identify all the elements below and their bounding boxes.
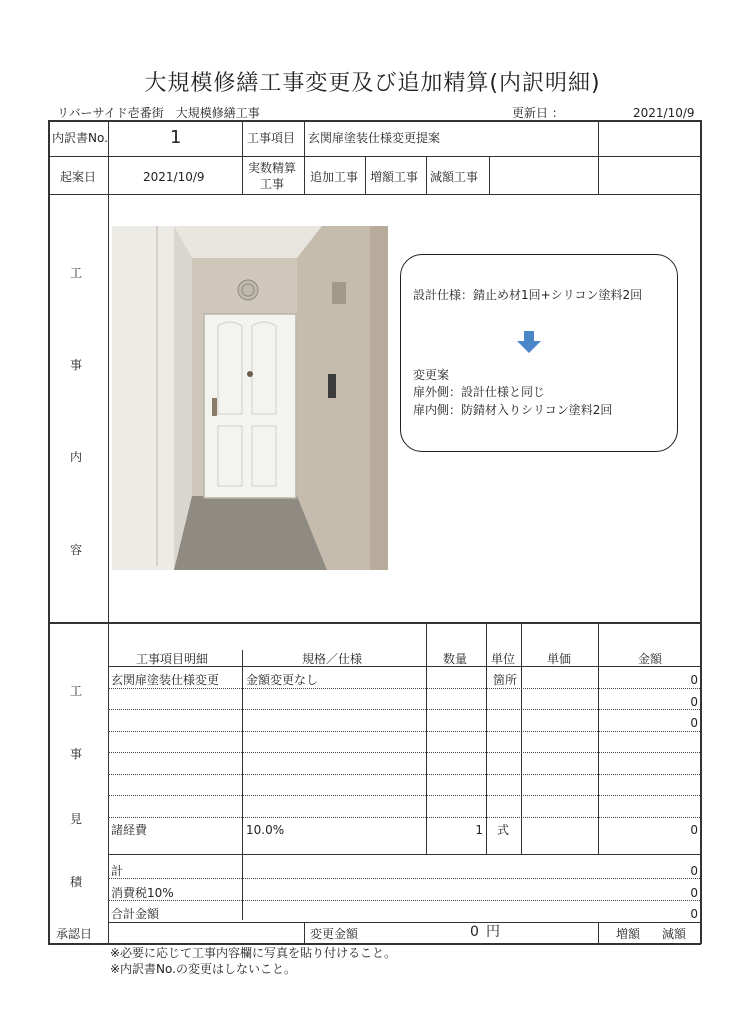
work-item-label: 工事項目 [247, 131, 296, 145]
content-char-1: 工 [70, 266, 83, 280]
additional-work-label: 追加工事 [310, 170, 359, 184]
overhead-item: 諸経費 [111, 823, 148, 837]
updated-date: 2021/10/9 [633, 106, 695, 120]
actual-work-label-1: 実数精算 [248, 161, 297, 175]
approval-date-label: 承認日 [56, 927, 93, 941]
change-proposal-title: 変更案 [413, 368, 450, 382]
proposal-callout-box [400, 254, 678, 452]
note-2: ※内訳書No.の変更はしないこと。 [110, 962, 296, 976]
row1-amount: 0 [690, 673, 698, 687]
overhead-spec: 10.0% [246, 823, 285, 837]
estimate-char-1: 工 [70, 684, 83, 698]
change-amount-value: 0 [470, 924, 479, 940]
tax-label: 消費税10% [111, 886, 174, 900]
content-char-2: 事 [70, 358, 83, 372]
doc-no: 1 [170, 127, 182, 148]
actual-work-label-2: 工事 [260, 177, 285, 191]
project-name: リバーサイド壱番街 大規模修繕工事 [57, 106, 260, 120]
decrease-work-label: 減額工事 [430, 170, 479, 184]
increase-label: 増額 [616, 927, 641, 941]
row1-unit: 箇所 [493, 673, 518, 687]
down-arrow-icon [517, 331, 541, 353]
col-header-qty: 数量 [443, 652, 468, 666]
draft-date-label: 起案日 [60, 170, 97, 184]
change-amount-label: 変更金額 [310, 927, 359, 941]
row2-amount: 0 [690, 695, 698, 709]
estimate-char-4: 積 [70, 875, 83, 889]
tax-amount: 0 [690, 886, 698, 900]
decrease-label: 減額 [662, 927, 687, 941]
document-title: 大規模修繕工事変更及び追加精算(内訳明細) [144, 71, 601, 96]
total-amount: 0 [690, 907, 698, 921]
col-header-amount: 金額 [638, 652, 663, 666]
content-char-4: 容 [70, 543, 83, 557]
increase-work-label: 増額工事 [370, 170, 419, 184]
subtotal-amount: 0 [690, 864, 698, 878]
design-spec-text: 設計仕様：錆止め材1回+シリコン塗料2回 [413, 288, 643, 302]
estimate-char-2: 事 [70, 747, 83, 761]
total-label: 合計金額 [111, 907, 160, 921]
yen-unit: 円 [486, 924, 500, 940]
note-1: ※必要に応じて工事内容欄に写真を貼り付けること。 [110, 946, 397, 960]
overhead-unit: 式 [497, 823, 510, 837]
inside-spec-text: 扉内側：防錆材入りシリコン塗料2回 [413, 403, 613, 417]
row1-item: 玄関扉塗装仕様変更 [111, 673, 220, 687]
col-header-price: 単価 [547, 652, 572, 666]
outside-spec-text: 扉外側：設計仕様と同じ [413, 385, 546, 399]
row3-amount: 0 [690, 716, 698, 730]
subtotal-label: 計 [111, 864, 124, 878]
content-char-3: 内 [70, 450, 83, 464]
entrance-door-photo [112, 226, 388, 570]
overhead-qty: 1 [475, 823, 483, 837]
draft-date: 2021/10/9 [143, 170, 205, 184]
col-header-unit: 単位 [491, 652, 516, 666]
estimate-char-3: 見 [70, 812, 83, 826]
row1-spec: 金額変更なし [246, 673, 319, 687]
col-header-spec: 規格／仕様 [302, 652, 363, 666]
updated-label: 更新日 ： [512, 106, 564, 120]
overhead-amount: 0 [690, 823, 698, 837]
col-header-item: 工事項目明細 [136, 652, 209, 666]
work-item-value: 玄関扉塗装仕様変更提案 [308, 131, 441, 145]
doc-no-label: 内訳書No. [52, 131, 108, 145]
